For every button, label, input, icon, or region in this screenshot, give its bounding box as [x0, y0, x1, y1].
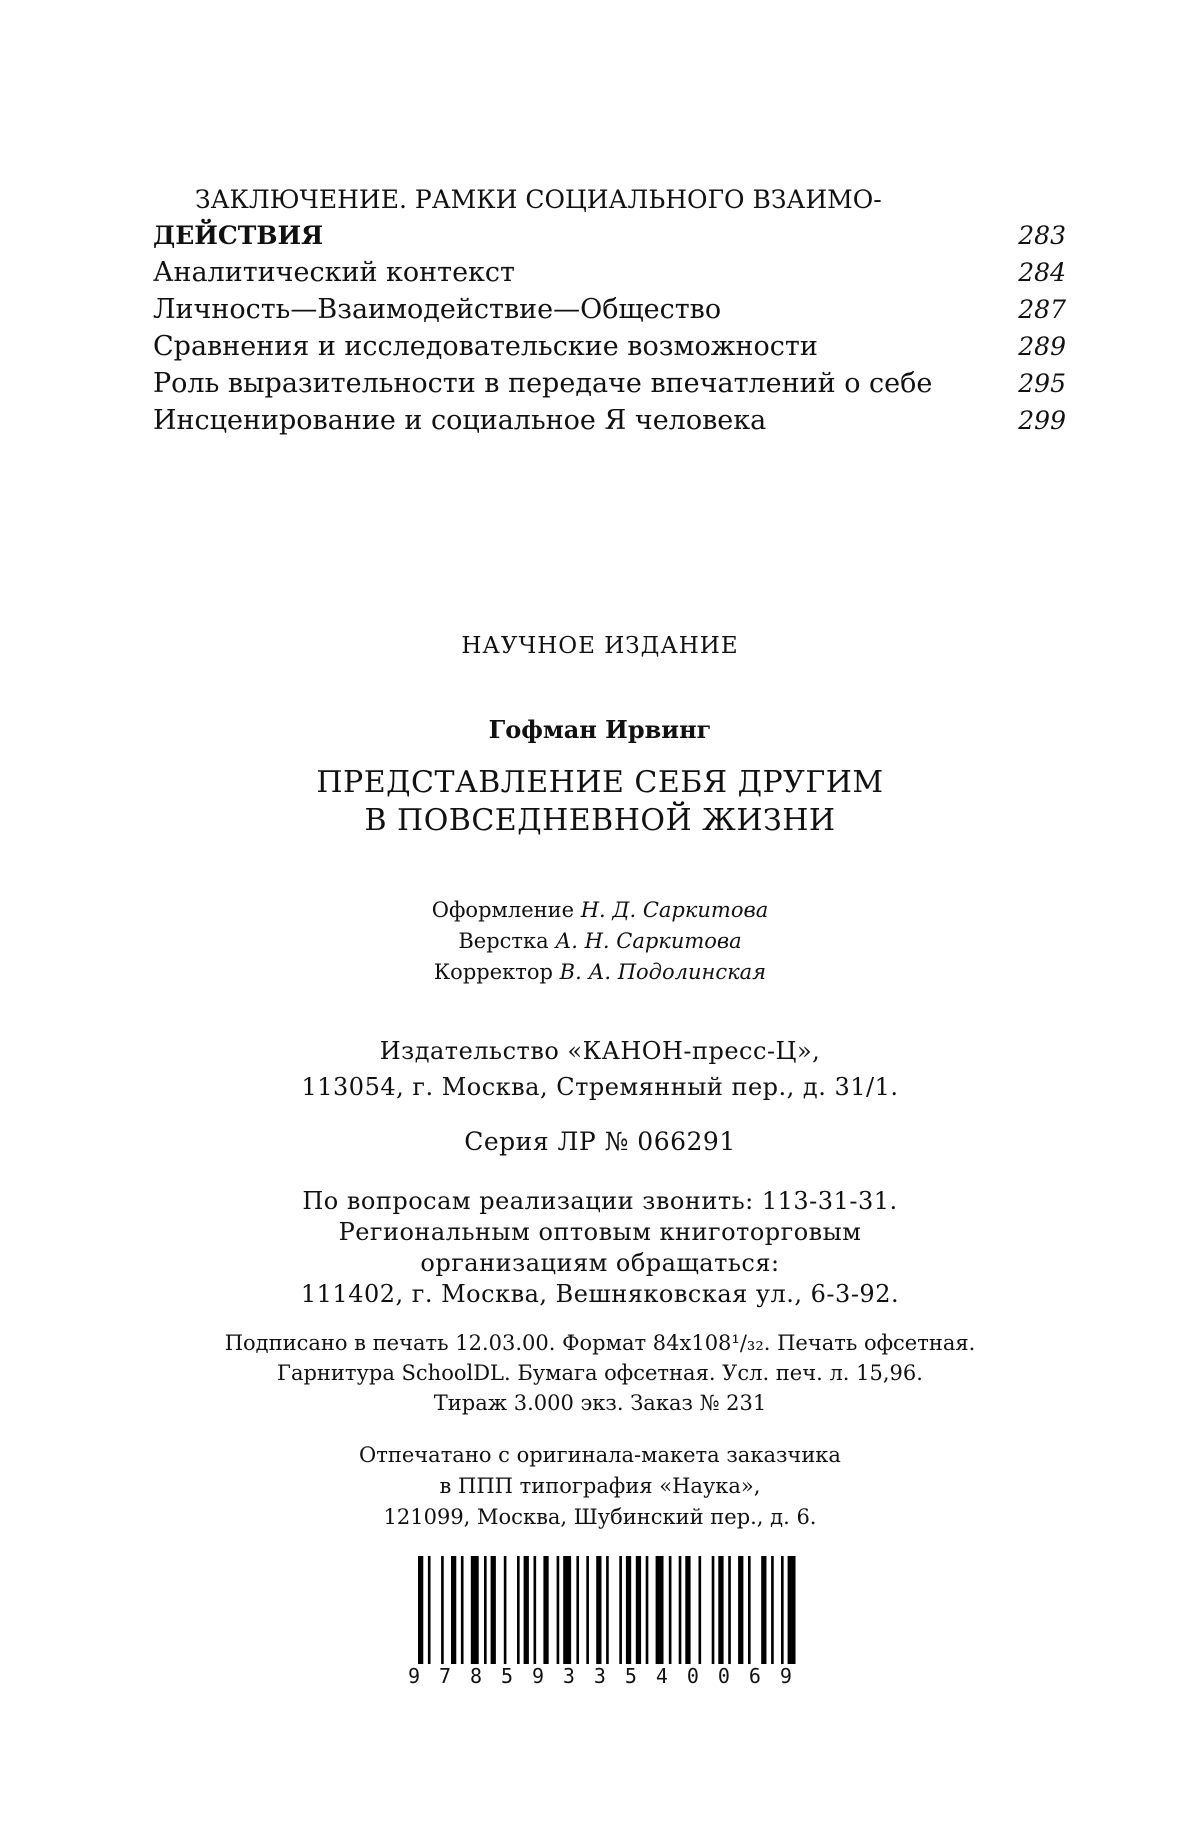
- barcode-digit: 7: [438, 1664, 452, 1688]
- print-details: [0, 1328, 1200, 1418]
- barcode-bar: [441, 1556, 444, 1668]
- toc-heading-page: 283: [1018, 221, 1066, 250]
- barcode-bar: [718, 1556, 723, 1668]
- barcode-bar: [781, 1556, 784, 1668]
- publisher-info: [0, 1033, 1200, 1105]
- barcode-bar: [738, 1556, 743, 1668]
- barcode-digit: 4: [655, 1664, 668, 1688]
- publisher-line: Издательство «КАНОН-пресс-Ц»,: [379, 1037, 821, 1065]
- toc-item-page: 284: [1018, 258, 1066, 287]
- barcode-digit: 6: [748, 1664, 761, 1688]
- series-number: Серия ЛР № 066291: [464, 1127, 736, 1156]
- barcode-bar: [619, 1556, 622, 1668]
- barcode-bar: [685, 1556, 690, 1668]
- credit-name: Н. Д. Саркитова: [580, 898, 769, 922]
- toc-item: [153, 254, 1066, 291]
- barcode-bars: [400, 1556, 800, 1668]
- toc-item-page: 287: [1018, 295, 1066, 324]
- barcode-bar: [679, 1556, 682, 1668]
- barcode-bar: [586, 1556, 589, 1668]
- barcode-digits: [400, 1664, 800, 1688]
- barcode-digit: 8: [469, 1664, 483, 1688]
- sales-line: организациям обращаться:: [420, 1249, 780, 1277]
- barcode-bar: [461, 1556, 464, 1668]
- barcode-bar: [669, 1556, 672, 1668]
- printer-info: [0, 1440, 1200, 1533]
- barcode-bar: [451, 1556, 456, 1668]
- barcode-bar: [761, 1556, 766, 1668]
- publisher-address: 113054, г. Москва, Стремянный пер., д. 31/1.: [301, 1073, 899, 1101]
- barcode-digit: 5: [624, 1664, 637, 1688]
- barcode-bar: [557, 1556, 560, 1668]
- printer-line: в ППП типография «Наука»,: [439, 1474, 761, 1498]
- barcode-bar: [748, 1556, 751, 1668]
- barcode-bar: [596, 1556, 601, 1668]
- print-line: Гарнитура SchoolDL. Бумага офсетная. Усл. печ. л. 15,96.: [277, 1361, 923, 1385]
- barcode-bar: [471, 1556, 479, 1668]
- credit-line: [0, 957, 1200, 988]
- credit-line: [0, 895, 1200, 926]
- credit-name: В. А. Подолинская: [559, 960, 767, 984]
- toc-item-label: Инсценирование и социальное Я человека: [153, 405, 767, 436]
- toc-heading: [153, 182, 1066, 254]
- barcode-bar: [524, 1556, 529, 1668]
- barcode-bar: [543, 1556, 548, 1668]
- isbn-barcode: [400, 1556, 800, 1691]
- toc-item: [153, 328, 1066, 365]
- barcode-digit: 0: [717, 1664, 730, 1688]
- toc-item: [153, 402, 1066, 439]
- credit-role: Верстка: [458, 929, 549, 953]
- barcode-bar: [491, 1556, 496, 1668]
- barcode-bar: [712, 1556, 715, 1668]
- barcode-digit: 9: [408, 1664, 421, 1688]
- credit-line: [0, 926, 1200, 957]
- section-label: НАУЧНОЕ ИЗДАНИЕ: [461, 633, 739, 659]
- sales-info: [0, 1186, 1200, 1310]
- barcode-digit: 9: [779, 1664, 792, 1688]
- barcode-bar: [646, 1556, 649, 1668]
- toc-item-page: 295: [1018, 369, 1066, 398]
- credits: [0, 895, 1200, 988]
- sales-line: По вопросам реализации звонить: 113-31-31.: [302, 1187, 898, 1215]
- sales-line: Региональным оптовым книготорговым: [338, 1218, 862, 1246]
- barcode-bar: [504, 1556, 507, 1668]
- book-title-line1: ПРЕДСТАВЛЕНИЕ СЕБЯ ДРУГИМ: [316, 765, 884, 800]
- print-line: Тираж 3.000 экз. Заказ № 231: [433, 1391, 767, 1415]
- barcode-bar: [418, 1556, 423, 1668]
- toc-item: [153, 291, 1066, 328]
- toc-item-label: Аналитический контекст: [153, 257, 515, 288]
- sales-line: 111402, г. Москва, Вешняковская ул., 6-3-92.: [300, 1280, 900, 1308]
- barcode-digit: 0: [686, 1664, 699, 1688]
- barcode-bar: [636, 1556, 641, 1668]
- barcode-digit: 3: [562, 1664, 575, 1688]
- toc-item-page: 299: [1018, 406, 1066, 435]
- toc-heading-line1: ЗАКЛЮЧЕНИЕ. РАМКИ СОЦИАЛЬНОГО ВЗАИМО-: [195, 185, 882, 214]
- barcode-bar: [771, 1556, 774, 1668]
- barcode-bar: [517, 1556, 520, 1668]
- toc-heading-line2: ДЕЙСТВИЯ: [153, 221, 324, 250]
- barcode-digit: 3: [593, 1664, 606, 1688]
- toc-item: [153, 365, 1066, 402]
- barcode-bar: [656, 1556, 664, 1668]
- table-of-contents: [153, 182, 1066, 439]
- toc-item-label: Сравнения и исследовательские возможности: [153, 331, 818, 362]
- toc-item-label: Личность—Взаимодействие—Общество: [153, 294, 722, 325]
- barcode-bar: [788, 1556, 796, 1668]
- barcode-digit: 5: [500, 1664, 513, 1688]
- barcode-bar: [699, 1556, 702, 1668]
- barcode-bar: [576, 1556, 579, 1668]
- credit-role: Корректор: [433, 960, 553, 984]
- barcode-bar: [626, 1556, 631, 1668]
- printer-line: Отпечатано с оригинала-макета заказчика: [359, 1443, 841, 1467]
- print-line: Подписано в печать 12.03.00. Формат 84x108¹/₃₂. Печать офсетная.: [224, 1331, 976, 1355]
- printer-line: 121099, Москва, Шубинский пер., д. 6.: [383, 1505, 817, 1529]
- barcode-digit: 9: [531, 1664, 544, 1688]
- book-title-line2: В ПОВСЕДНЕВНОЙ ЖИЗНИ: [364, 803, 836, 838]
- credit-role: Оформление: [431, 898, 575, 922]
- barcode-bar: [563, 1556, 571, 1668]
- toc-item-label: Роль выразительности в передаче впечатлений о себе: [153, 368, 933, 399]
- book-title: [0, 764, 1200, 840]
- toc-item-page: 289: [1018, 332, 1066, 361]
- barcode-bar: [606, 1556, 609, 1668]
- barcode-bar: [534, 1556, 537, 1668]
- barcode-bar: [728, 1556, 731, 1668]
- author-name: Гофман Ирвинг: [488, 715, 712, 744]
- barcode-bar: [484, 1556, 487, 1668]
- credit-name: А. Н. Саркитова: [555, 929, 742, 953]
- barcode-bar: [428, 1556, 431, 1668]
